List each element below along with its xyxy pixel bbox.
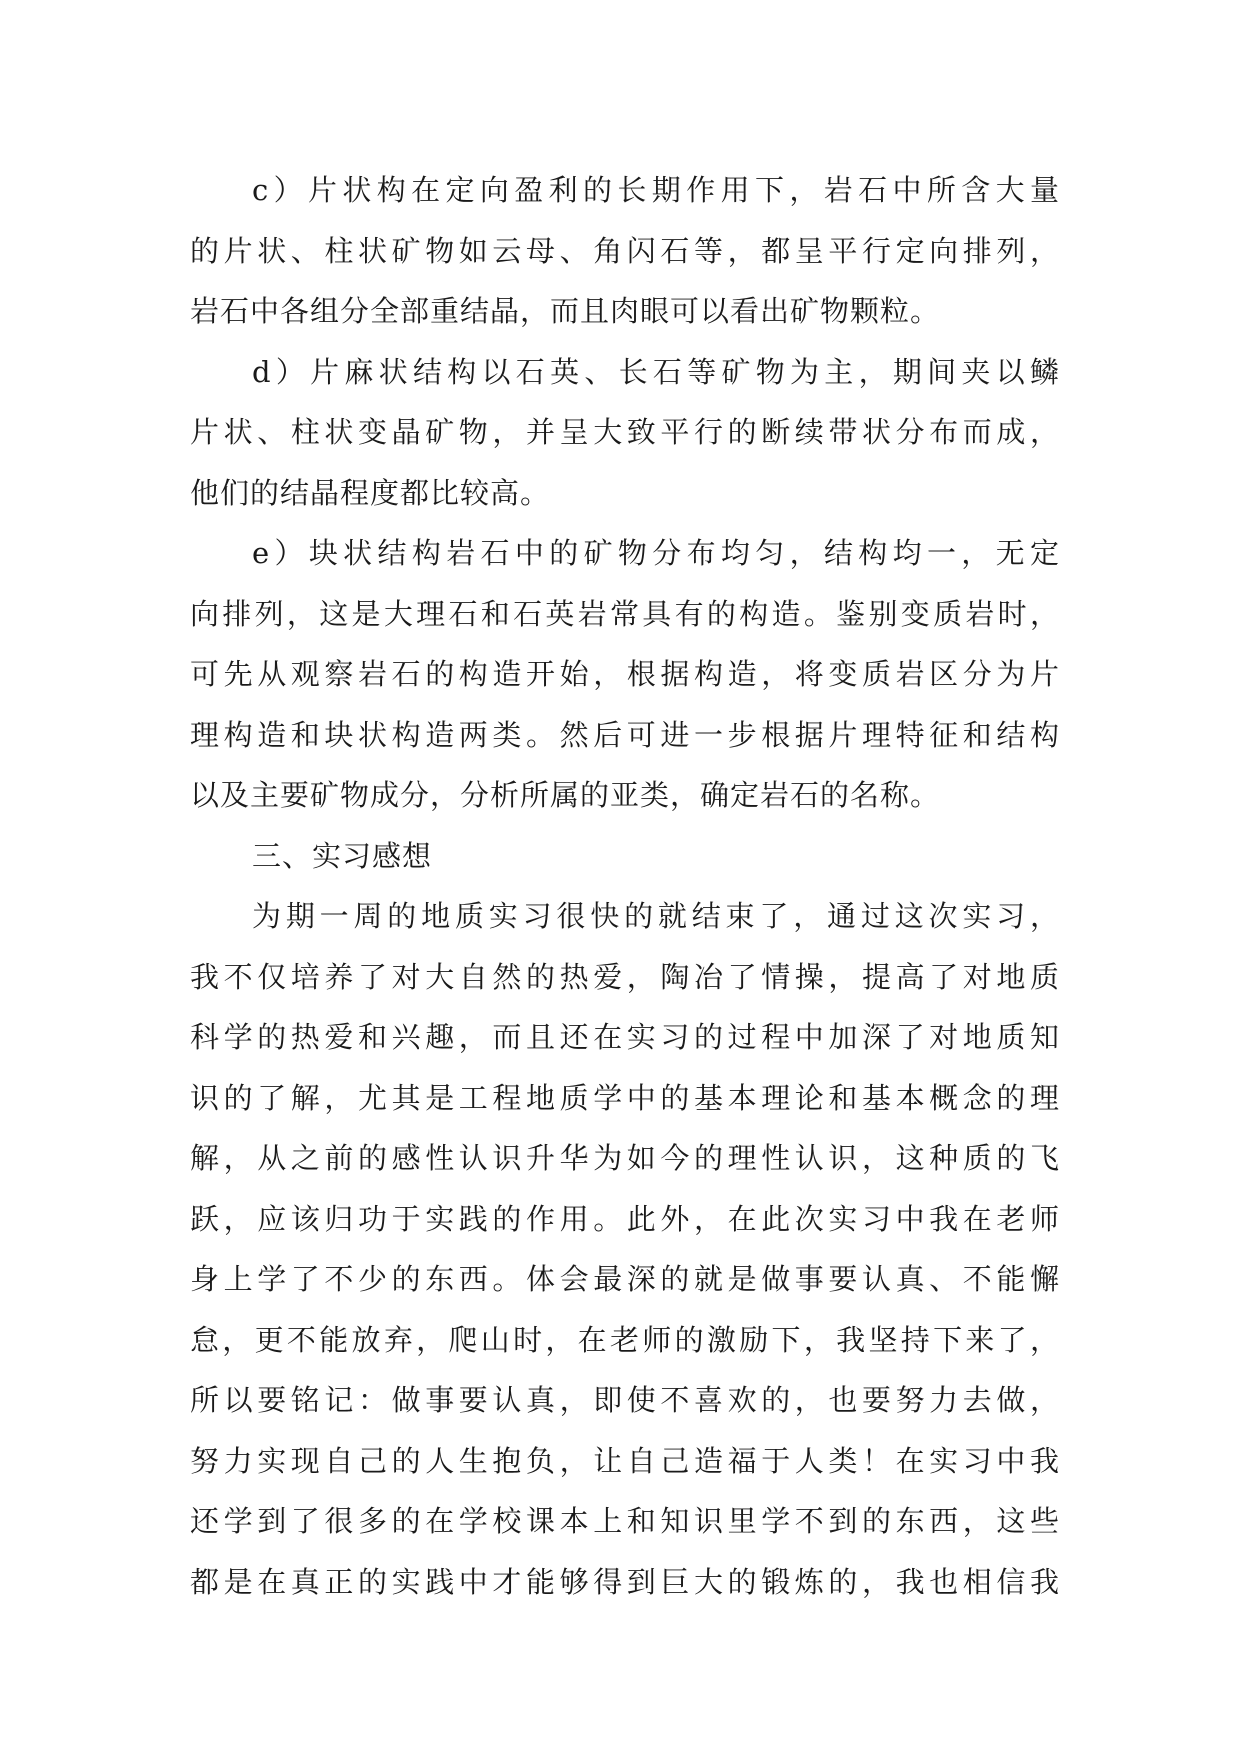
- text-line: 岩石中各组分全部重结晶，而且肉眼可以看出矿物颗粒。: [190, 294, 941, 328]
- text-line: 我不仅培养了对大自然的热爱，陶冶了情操，提高了对地质: [190, 959, 1060, 994]
- text-line: 可先从观察岩石的构造开始，根据构造，将变质岩区分为片: [190, 657, 1060, 691]
- text-line: d）片麻状结构以石英、长石等矿物为主，期间夹以鳞: [252, 354, 1060, 389]
- text-line: 为期一周的地质实习很快的就结束了，通过这次实习，: [252, 899, 1060, 933]
- text-line: 身上学了不少的东西。体会最深的就是做事要认真、不能懈: [190, 1262, 1060, 1296]
- text-line: 片状、柱状变晶矿物，并呈大致平行的断续带状分布而成，: [190, 415, 1060, 449]
- section-heading: 三、实习感想: [252, 838, 433, 873]
- text-line: 的片状、柱状矿物如云母、角闪石等，都呈平行定向排列，: [190, 233, 1060, 268]
- text-line: 以及主要矿物成分，分析所属的亚类，确定岩石的名称。: [190, 778, 941, 812]
- text-line: c）片状构在定向盈利的长期作用下，岩石中所含大量: [252, 173, 1060, 207]
- text-line: 怠，更不能放弃，爬山时，在老师的激励下，我坚持下来了，: [190, 1322, 1060, 1357]
- text-line: 解，从之前的感性认识升华为如今的理性认识，这种质的飞: [190, 1141, 1060, 1175]
- text-line: 努力实现自己的人生抱负，让自己造福于人类！在实习中我: [190, 1443, 1060, 1478]
- body-text: [190, 160, 1060, 1612]
- text-line: 他们的结晶程度都比较高。: [190, 475, 551, 510]
- text-line: 都是在真正的实践中才能够得到巨大的锻炼的，我也相信我: [190, 1564, 1060, 1599]
- text-line: 识的了解，尤其是工程地质学中的基本理论和基本概念的理: [190, 1080, 1060, 1115]
- text-line: 所以要铭记：做事要认真，即使不喜欢的，也要努力去做，: [190, 1383, 1060, 1417]
- text-line: 科学的热爱和兴趣，而且还在实习的过程中加深了对地质知: [190, 1020, 1060, 1054]
- text-line: 理构造和块状构造两类。然后可进一步根据片理特征和结构: [190, 717, 1060, 752]
- text-line: 跃，应该归功于实践的作用。此外，在此次实习中我在老师: [190, 1201, 1060, 1236]
- text-line: e）块状结构岩石中的矿物分布均匀，结构均一，无定: [252, 536, 1060, 570]
- text-line: 向排列，这是大理石和石英岩常具有的构造。鉴别变质岩时，: [190, 596, 1060, 631]
- text-line: 还学到了很多的在学校课本上和知识里学不到的东西，这些: [190, 1504, 1060, 1538]
